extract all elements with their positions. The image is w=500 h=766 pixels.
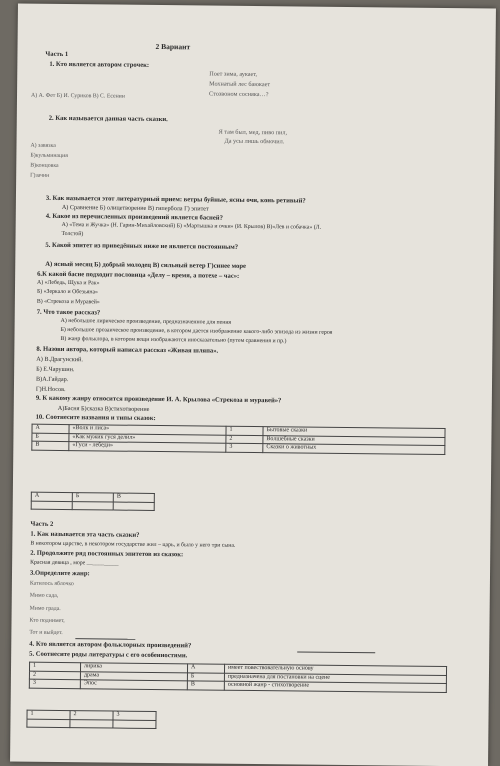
literature-kind: лирика: [80, 663, 187, 673]
q4-options: Толстой): [61, 230, 84, 238]
answer-line[interactable]: [297, 651, 375, 653]
answer-cell[interactable]: [72, 501, 113, 510]
answer-cell[interactable]: [70, 719, 113, 728]
q2-option: Б)кульминация: [30, 152, 68, 160]
q2-question: 2. Как называется данная часть сказки.: [48, 114, 168, 124]
q6-question: 6.К какой басне подходит пословица «Делу – время, а потехе – час»:: [37, 270, 240, 280]
answer-letter: Б: [72, 493, 113, 502]
row-letter: Б: [187, 672, 224, 681]
q4-question: 4. Какое из перечисленных произведений является басней?: [45, 212, 223, 222]
row-letter: А: [187, 664, 224, 673]
q3-question: 3. Как называется этот литературный прием: ветры буйные, ясны очи, конь ретивый?: [45, 194, 306, 205]
q8-option: Г)Н.Носов.: [35, 385, 66, 394]
row-number: 1: [226, 426, 263, 435]
riddle-line: Мимо града.: [29, 605, 61, 612]
literature-kind: драма: [80, 671, 187, 681]
answer-number: 3: [113, 711, 156, 720]
answer-line[interactable]: [75, 638, 135, 640]
p2-q2-question: 2. Продолжите ряд постоянных эпитетов из сказок:: [30, 549, 184, 559]
q2-poem-line: Я там был, мед, пиво пил,: [218, 128, 288, 137]
p2-q5-match-table: [29, 662, 447, 693]
row-number: 3: [226, 443, 263, 452]
p2-q1-question: 1. Как называется эта часть сказки?: [30, 530, 140, 539]
q7-option: А) небольшое лирическое произведение, предназначенное для пения: [60, 317, 232, 326]
q5-options: А) ясный месяц Б) добрый молодец В) сильный ветер Г)синее море: [45, 260, 246, 270]
q1-poem-line: Мохнатый лес баюкает: [209, 80, 271, 89]
answer-letter: А: [31, 492, 72, 501]
q6-option: А) «Лебедь, Щука и Рак»: [37, 279, 100, 287]
answer-cell[interactable]: [113, 720, 156, 729]
q1-poem-line: Стозвоном сосняка…?: [209, 90, 269, 99]
tale-title: «Гуси - лебеди»: [69, 442, 226, 452]
q8-option: В)А.Гайдар.: [36, 375, 69, 384]
row-number: 1: [29, 662, 80, 671]
q10-answer-table: [31, 492, 155, 511]
kind-feature: имеет повествовательную основу: [224, 664, 446, 675]
table-row: [27, 719, 156, 729]
q10-question: 10. Соотнесите названия и типы сказок:: [35, 413, 156, 422]
tale-title: «Как мужик гуся делил»: [69, 433, 226, 443]
q7-option: В) жанр фольклора, в котором вещи изображаются иносказательно (путем сравнения и пр.): [60, 335, 287, 345]
answer-letter: В: [113, 493, 154, 502]
p2-q3-question: 3.Определите жанр:: [29, 569, 90, 578]
p2-q1-text: В некотором царстве, в некотором государстве жил – царь, и было у него три сына.: [30, 540, 236, 549]
q8-option: Б) Е.Чарушин.: [36, 365, 75, 374]
tale-title: «Волк и лиса»: [69, 425, 226, 435]
q7-question: 7. Что такое рассказ?: [36, 308, 101, 317]
variant-title: 2 Вариант: [155, 41, 191, 52]
row-letter: А: [32, 424, 69, 433]
part2-heading: Часть 2: [30, 520, 54, 528]
row-letter: В: [187, 681, 224, 690]
q9-question: 9. К какому жанру относится произведение И. А. Крылова «Стрекоза и муравей»?: [35, 394, 282, 405]
answer-number: 2: [70, 711, 113, 720]
row-number: 2: [226, 435, 263, 444]
q2-option: В)концовка: [30, 162, 59, 169]
kind-feature: основной жанр - стихотворение: [224, 681, 446, 692]
table-row: [31, 501, 154, 511]
row-number: 2: [29, 671, 80, 680]
q10-match-table: [31, 424, 445, 455]
q8-question: 8. Назови автора, который написал рассказ «Живая шляпа».: [36, 345, 219, 355]
worksheet-page: [10, 4, 496, 766]
q4-options: А) «Тема и Жучка» (Н. Гарин-Михайловский) Б) «Мартышка и очки» (И. Крылов) В)«Лев и собачка» (Л.: [61, 221, 322, 231]
literature-kind: Эпос: [80, 680, 187, 690]
kind-feature: предназначена для постановки на сцене: [224, 673, 446, 684]
q2-poem-line: Да усы лишь обмочил.: [224, 137, 285, 146]
riddle-line: Тот и выйдет.: [29, 629, 63, 637]
p2-q4-question: 4. Кто является автором фольклорных произведений?: [29, 640, 192, 650]
answer-cell[interactable]: [31, 501, 72, 510]
q6-option: Б) «Зеркало и Обезьяна»: [36, 288, 99, 296]
q8-option: А) В.Драгунский.: [36, 355, 83, 364]
q1-poem-line: Поет зима, аукает,: [209, 70, 258, 79]
tale-type: Сказки о животных: [263, 444, 445, 454]
p2-q5-question: 5. Соотнесите роды литературы с его особенностями.: [29, 650, 188, 660]
riddle-line: Катилось яблочко: [29, 580, 74, 588]
p2-q2-text: Красная девица , море ___________: [30, 559, 119, 567]
q1-options: А) А. Фет Б) И. Суриков В) С. Есенин: [30, 92, 125, 100]
tale-type: Бытовые сказки: [263, 427, 445, 437]
q6-option: В) «Стрекоза и Муравей»: [36, 298, 100, 306]
answer-cell[interactable]: [27, 719, 70, 728]
answer-cell[interactable]: [113, 502, 154, 511]
riddle-line: Мимо сада,: [29, 592, 59, 599]
q2-option: Г)зачин: [30, 172, 50, 179]
q5-question: 5. Какой эпитет из приведённых ниже не является постоянным?: [45, 241, 239, 251]
row-letter: Б: [32, 433, 69, 442]
q2-option: А) завязка: [30, 142, 56, 149]
answer-number: 1: [27, 710, 70, 719]
row-number: 3: [29, 679, 80, 688]
tale-type: Волшебные сказки: [263, 435, 445, 445]
q1-question: 1. Кто является автором строчек:: [49, 60, 150, 69]
row-letter: В: [32, 441, 69, 450]
q3-options: А) Сравнение Б) олицетворение В) гипербола Г) эпитет: [61, 203, 209, 213]
q9-options: А)Басня Б)сказка В)стихотворение: [57, 404, 150, 413]
part1-heading: Часть 1: [45, 50, 69, 59]
q7-option: Б) небольшое прозаическое произведение, в котором дается изображение какого-либо эпизода из жизни героя: [60, 326, 333, 336]
p2-q5-answer-table: [26, 710, 156, 729]
riddle-line: Кто поднимет,: [29, 617, 65, 625]
